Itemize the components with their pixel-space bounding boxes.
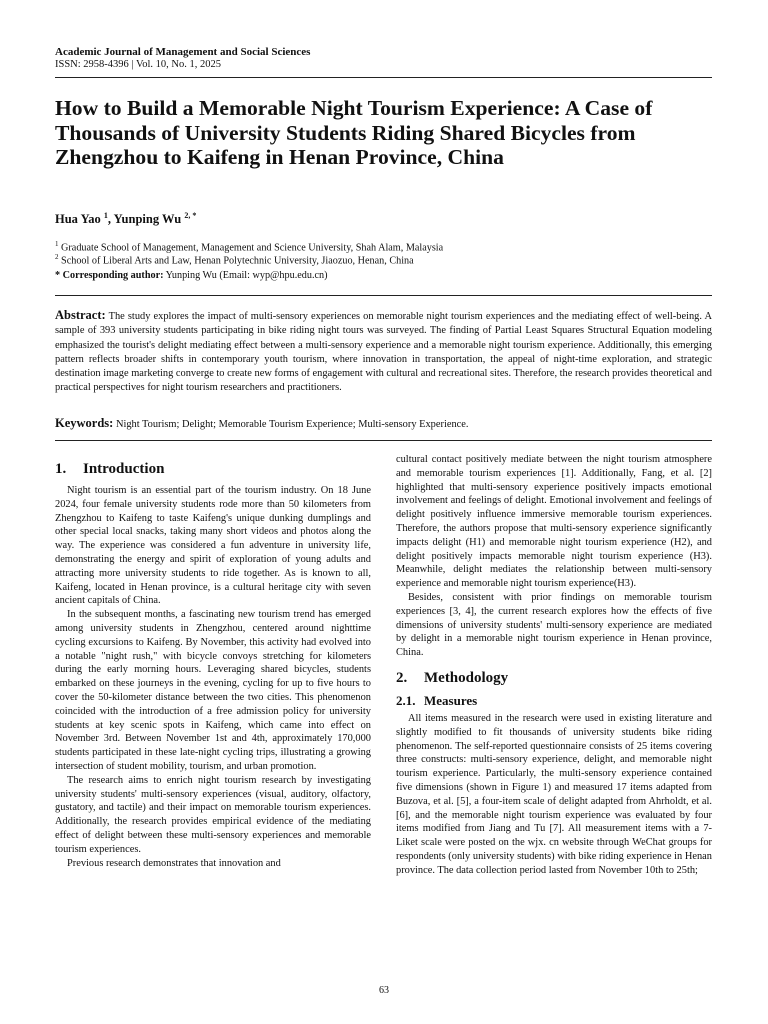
keywords-label: Keywords: xyxy=(55,416,114,430)
affiliation-mark: 1 xyxy=(55,240,59,248)
affiliation xyxy=(55,253,414,266)
affiliation-text: Graduate School of Management, Management and Science University, Shah Alam, Malaysia xyxy=(61,242,444,254)
journal-name: Academic Journal of Management and Social Sciences xyxy=(55,46,311,58)
section-heading-methodology xyxy=(396,669,712,687)
author-list xyxy=(55,211,196,227)
affiliation xyxy=(55,240,443,253)
corresponding-author xyxy=(55,270,328,281)
section-heading-introduction xyxy=(55,460,371,478)
paragraph: Night tourism is an essential part of the tourism industry. On 18 June 2024, four female university students rode more than 50 kilometers from Zhengzhou to Kaifeng to taste Kaifeng's unique dunking dumplings and other special local snacks, taking many short videos and photos along the way. The experience was considered a fun adventure in university life, demonstrating the energy and spirit of exploration of young adults and attracting more university students to ride together. As is known to all, Kaifeng, located in Henan province, is a cultural heritage city with seven ancient capitals of China. xyxy=(55,485,371,607)
keywords-text: Night Tourism; Delight; Memorable Tourism Experience; Multi-sensory Experience. xyxy=(115,419,469,430)
paragraph: Previous research demonstrates that innovation and xyxy=(67,857,281,869)
subsection-heading-measures xyxy=(396,693,712,709)
paragraph: Besides, consistent with prior findings on memorable tourism experiences [3, 4], the current research explores how the effects of five dimensions of university students' multi-sensory experience are mediated by delight in a memorable night tourism experience in Henan province, China. xyxy=(396,591,712,659)
keywords xyxy=(55,416,712,431)
abstract-bottom-rule xyxy=(55,440,712,441)
paragraph: All items measured in the research were used in existing literature and slightly modified to fit thousands of university students bike riding phenomenon. The self-reported questionnaire consists of 25 items covering three constructs: multi-sensory experience, delight, and memorable night tourism experience. Particularly, the multi-sensory experience contained five dimensions (shown in Figure 1) and measured 17 items adapted from Buzova, et al. [5], a four-item scale of delight adapted from Ahrholdt, et al. [6], and the memorable night tourism experience was evaluated by four items modified from Jiang and Tu [7]. All measurement items with a 7-Liket scale were posted on the wjx. cn website through WeChat groups for respondents (only university students) with bike riding experience in Henan province. The data collection period lasted from November 10th to 25th; xyxy=(396,712,712,876)
affiliation-text: School of Liberal Arts and Law, Henan Polytechnic University, Jiaozuo, Henan, China xyxy=(61,255,414,267)
subsection-number: 2.1. xyxy=(396,692,416,708)
section-title: Introduction xyxy=(83,461,165,477)
journal-issn: ISSN: 2958-4396 | Vol. 10, No. 1, 2025 xyxy=(55,59,221,70)
section-number: 1. xyxy=(55,461,67,477)
paragraph: In the subsequent months, a fascinating new tourism trend has emerged among university students in Zhengzhou, centered around nighttime cycling excursions to Kaifeng. By November, this activity had evolved into a notable "night rush," with bicycle convoys stretching for kilometers during the early morning hours. Leveraging shared bicycles, students embarked on these journeys in the evening, cycling for up to five hours to cover the 50-kilometer distance between the two cities. This phenomenon coincided with the introduction of a free admission policy for university students at key scenic spots in Kaifeng, which came into effect on November 3rd. Between November 1st and 4th, approximately 170,000 students participated in these late-night cycling trips, illustrating a growing intersection of student mobility, tourism, and urban promotion. xyxy=(55,609,371,772)
author-name: Hua Yao xyxy=(55,212,101,227)
abstract-text: The study explores the impact of multi-sensory experiences on memorable night tourism experiences and the mediating effect of well-being. A sample of 393 university students participating in bike riding night tours was surveyed. The finding of Partial Least Squares Structural Equation modeling emphasized the tourist's delight mediating effect between a multi-sensory experience and a memorable night tourism experience. Additionally, this emerging pattern reflects broader shifts in contemporary youth tourism, where innovation in transportation, the appeal of night-time exploration, and strategic destination image marketing converge to create new forms of engagement with cultural and recreational sites. Therefore, the research provides theoretical and practical perspectives for night tourism researchers and practitioners. xyxy=(55,311,712,394)
abstract-label: Abstract: xyxy=(55,308,106,322)
corresponding-text: Yunping Wu (Email: wyp@hpu.edu.cn) xyxy=(165,270,328,281)
paragraph: cultural contact positively mediate between the night tourism atmosphere and memorable tourism experiences [1]. Additionally, Fang, et al. [2] highlighted that multi-sensory experience positively impacts emotional involvement and feelings of delight. Emotional involvement and feelings of delight positively influence immersive memorable tourism experiences. Therefore, the authors propose that multi-sensory experience significantly impacts delight (H1) and memorable night tourism experience (H2), and delight positively impacts memorable night tourism experience (H3). Meanwhile, delight mediates the relationship between multi-sensory experience and memorable night tourism experience(H3). xyxy=(396,454,712,590)
page-number: 63 xyxy=(379,985,389,996)
author-affiliation-mark: 2, * xyxy=(184,211,197,220)
section-title: Methodology xyxy=(424,669,509,686)
subsection-title: Measures xyxy=(424,692,478,708)
right-column xyxy=(396,453,712,878)
author-name: Yunping Wu xyxy=(113,212,182,227)
corresponding-label: * Corresponding author: xyxy=(55,270,164,281)
paper-title: How to Build a Memorable Night Tourism Experience: A Case of Thousands of University Students Riding Shared Bicycles from Zhengzhou to Kaifeng in Henan Province, China xyxy=(55,96,653,169)
header-rule xyxy=(55,77,712,78)
abstract xyxy=(55,308,712,396)
abstract-top-rule xyxy=(55,295,712,296)
left-column xyxy=(55,460,371,870)
author-affiliation-mark: 1 xyxy=(103,211,108,220)
paragraph: The research aims to enrich night tourism research by investigating university students' multi-sensory experiences (visual, auditory, olfactory, gustatory, and tactile) and their impact on memorable tourism experiences. Additionally, the research provides empirical evidence of the mediating effect of delight between these multi-sensory experiences and memorable tourism experiences. xyxy=(55,774,371,855)
affiliation-mark: 2 xyxy=(55,253,59,261)
section-number: 2. xyxy=(396,669,408,686)
author-separator: , xyxy=(107,212,114,227)
